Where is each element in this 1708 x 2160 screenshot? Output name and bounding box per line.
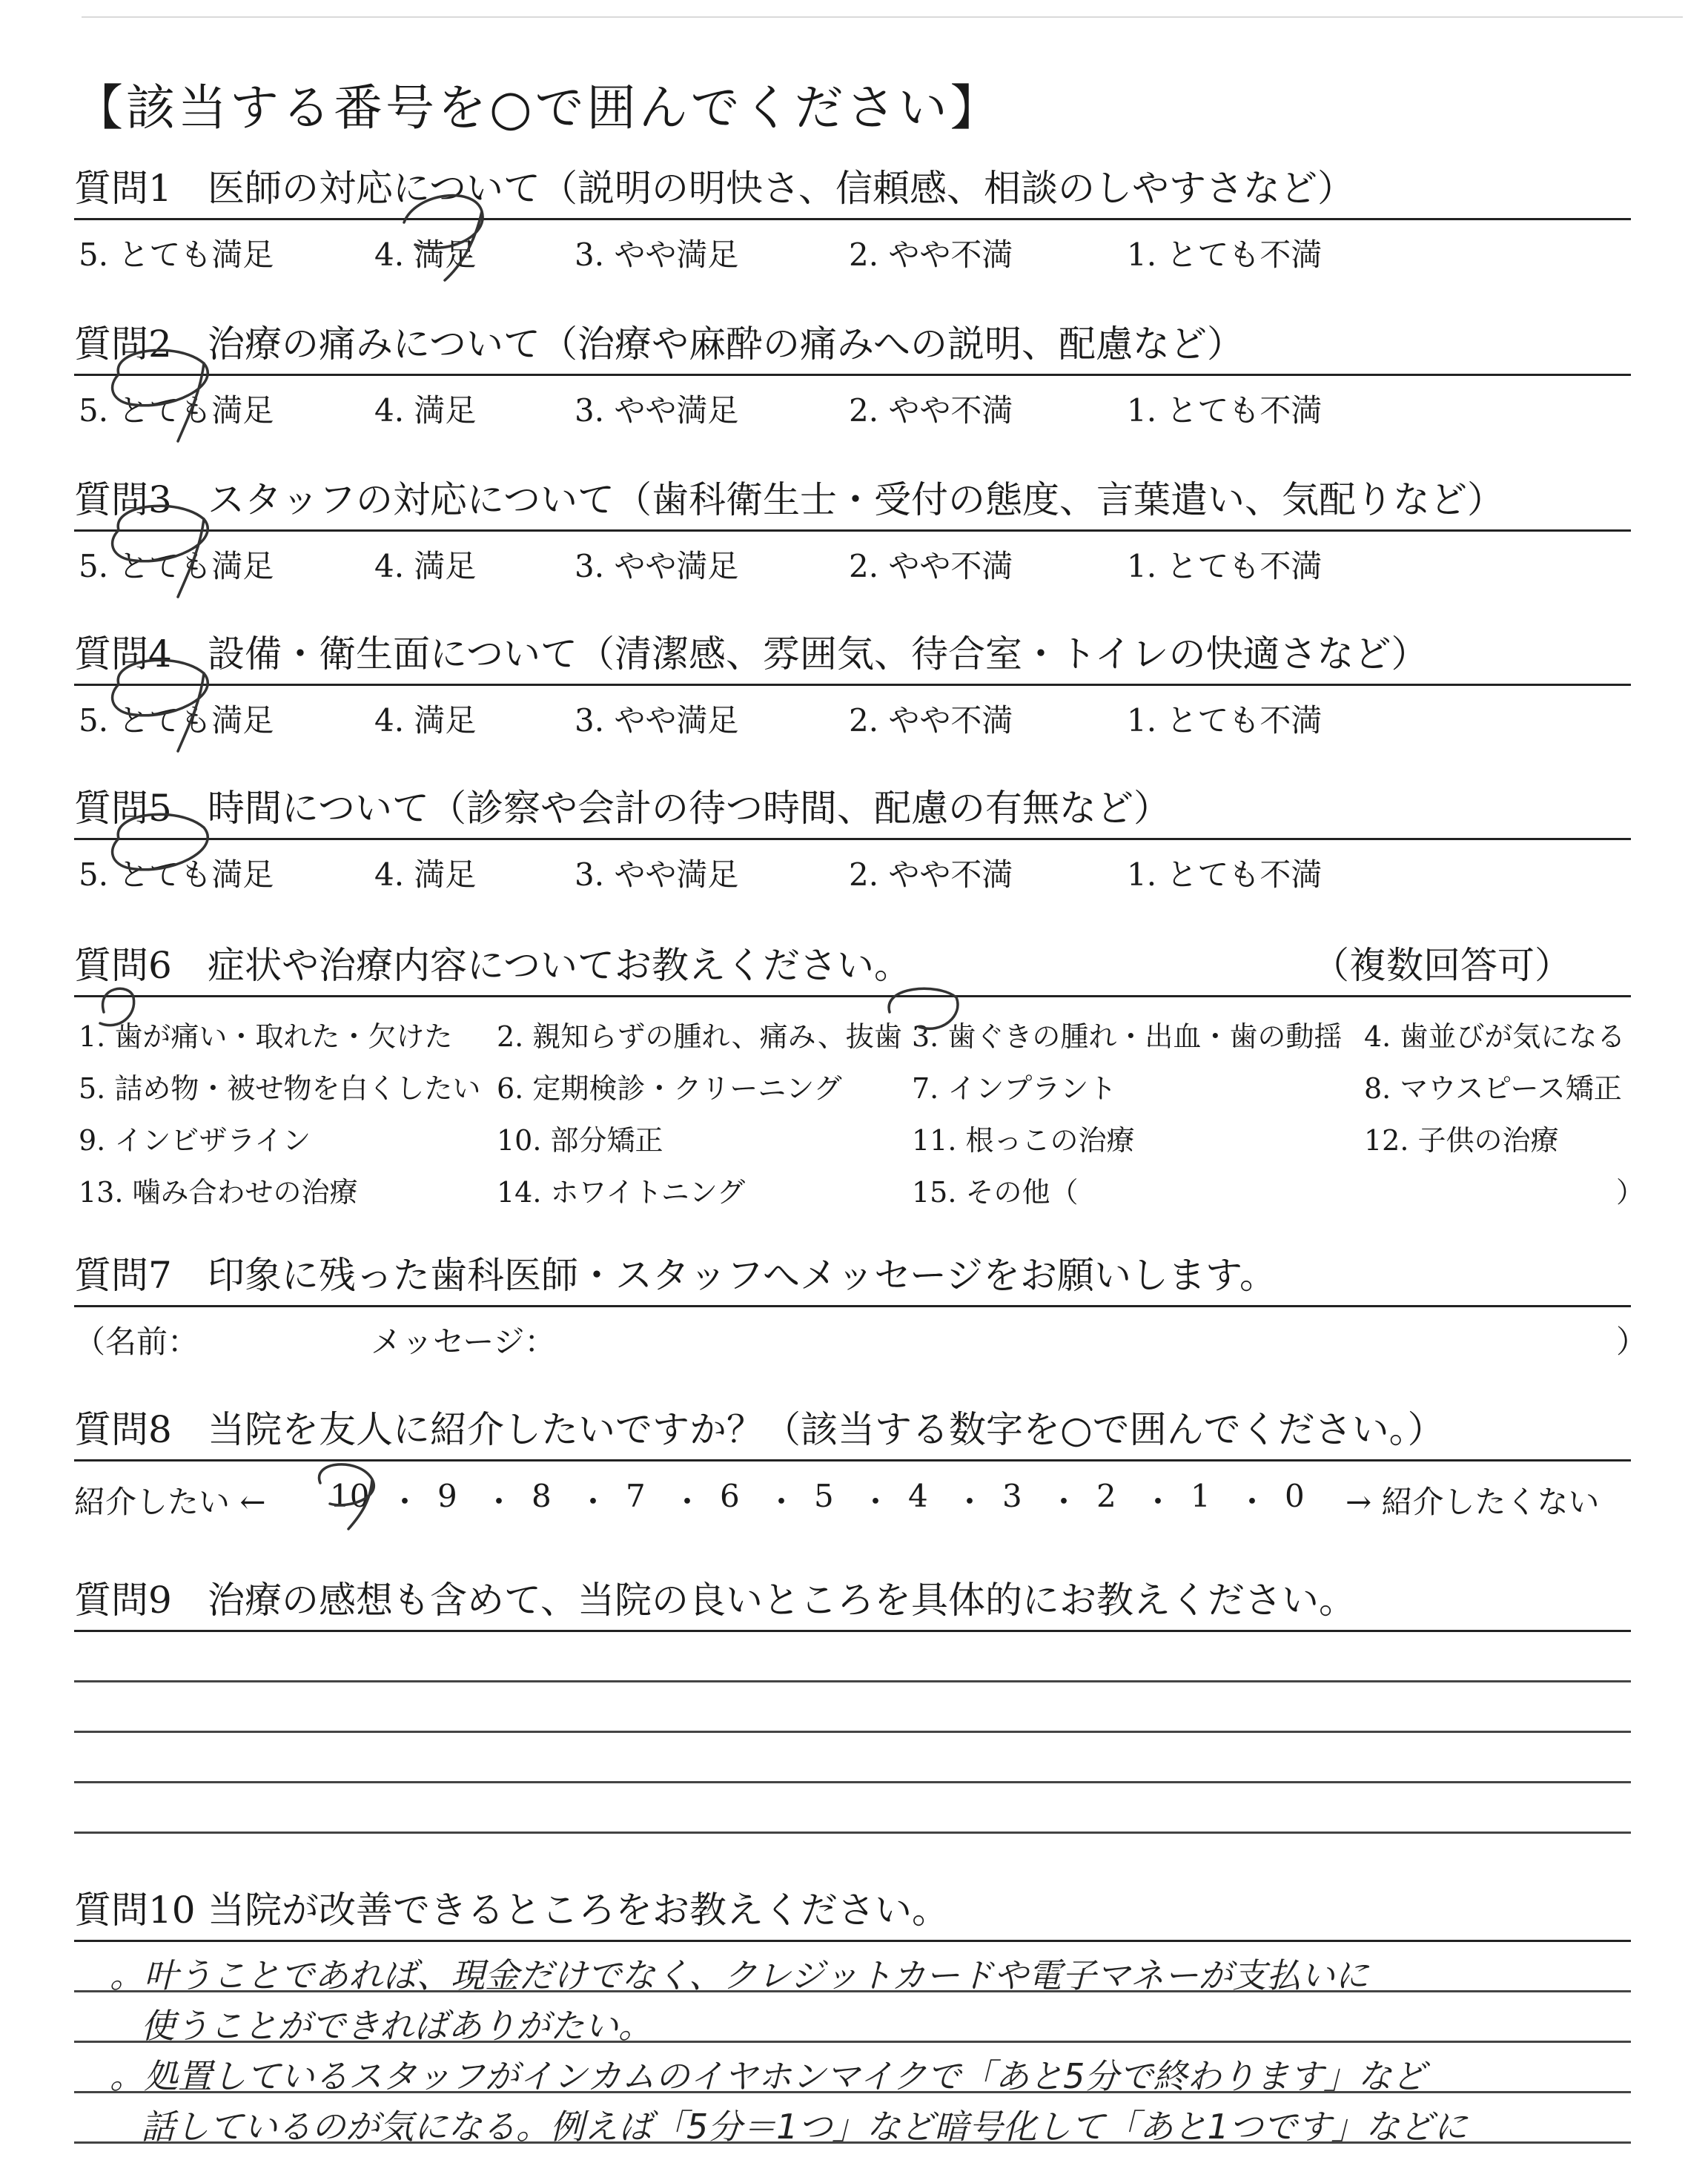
question-label: 質問5 (74, 787, 172, 830)
option-very-dissatisfied[interactable]: 1. とても不満 (1127, 702, 1323, 739)
option-satisfied[interactable]: 4. 満足 (374, 548, 477, 584)
symptom-option-7[interactable]: 7. インプラント (912, 1072, 1117, 1105)
option-very-satisfied[interactable]: 5. とても満足 (79, 548, 274, 584)
rating-options (74, 376, 1631, 428)
question-label: 質問7 (74, 1254, 172, 1297)
scale-4[interactable]: 4 (908, 1478, 928, 1514)
scale-0[interactable]: 0 (1285, 1478, 1305, 1514)
option-somewhat-dissatisfied[interactable]: 2. やや不満 (849, 856, 1013, 893)
symptom-option-4[interactable]: 4. 歯並びが気になる (1364, 1020, 1626, 1053)
question-text: 当院を友人に紹介したいですか？（該当する数字を○で囲んでください。） (208, 1408, 1445, 1451)
scale-dot: ・ (954, 1484, 986, 1520)
handwritten-answer-line-4: 話しているのが気になる。例えば「5分＝1つ」など暗号化して「あと1つです」などに (141, 2107, 1468, 2147)
symptom-option-11[interactable]: 11. 根っこの治療 (912, 1124, 1135, 1157)
question-4-header (74, 632, 1631, 686)
scale-dot: ・ (577, 1484, 609, 1520)
question-text: 症状や治療内容についてお教えください。 (208, 944, 911, 987)
scale-dot: ・ (766, 1484, 798, 1520)
message-row (74, 1307, 1648, 1360)
name-label: （名前： (74, 1324, 199, 1360)
answer-line[interactable] (74, 1781, 1631, 1783)
rating-options (74, 840, 1631, 892)
question-6 (74, 943, 1645, 1212)
option-very-satisfied[interactable]: 5. とても満足 (79, 237, 274, 273)
question-label: 質問10 (74, 1889, 196, 1932)
symptom-option-12[interactable]: 12. 子供の治療 (1364, 1124, 1559, 1157)
recommend-scale (74, 1462, 1631, 1521)
rating-options (74, 220, 1631, 272)
question-label: 質問4 (74, 633, 172, 676)
scale-dot: ・ (1142, 1484, 1174, 1520)
question-text: 医師の対応について（説明の明快さ、信頼感、相談のしやすさなど） (208, 167, 1354, 210)
answer-line[interactable] (74, 1731, 1631, 1733)
symptom-option-5[interactable]: 5. 詰め物・被せ物を白くしたい (79, 1072, 481, 1105)
question-8-header (74, 1407, 1631, 1462)
question-10-header (74, 1888, 1631, 1942)
option-very-satisfied[interactable]: 5. とても満足 (79, 856, 274, 893)
symptom-options-grid (74, 997, 1645, 1212)
message-close-paren: ） (1616, 1324, 1648, 1360)
option-very-dissatisfied[interactable]: 1. とても不満 (1127, 548, 1323, 584)
option-very-dissatisfied[interactable]: 1. とても不満 (1127, 856, 1323, 893)
scale-1[interactable]: 1 (1191, 1478, 1211, 1514)
answer-line[interactable] (74, 1680, 1631, 1682)
scale-5[interactable]: 5 (814, 1478, 834, 1514)
scale-3[interactable]: 3 (1002, 1478, 1022, 1514)
question-text: 設備・衛生面について（清潔感、雰囲気、待合室・トイレの快適さなど） (208, 633, 1429, 676)
page-title: 【該当する番号を○で囲んでください】 (74, 79, 1002, 136)
question-text: 時間について（診察や会計の待つ時間、配慮の有無など） (208, 787, 1171, 830)
question-label: 質問1 (74, 167, 172, 210)
message-label: メッセージ： (371, 1324, 556, 1360)
option-satisfied[interactable]: 4. 満足 (374, 856, 477, 893)
symptom-option-15[interactable]: 15. その他（ (912, 1176, 1079, 1209)
scale-10[interactable]: 10 (330, 1478, 370, 1514)
scale-dot: ・ (1237, 1484, 1268, 1520)
question-2 (74, 322, 1631, 428)
option-satisfied[interactable]: 4. 満足 (374, 702, 477, 739)
option-somewhat-dissatisfied[interactable]: 2. やや不満 (849, 548, 1013, 584)
symptom-option-1[interactable]: 1. 歯が痛い・取れた・欠けた (79, 1020, 453, 1053)
option-somewhat-dissatisfied[interactable]: 2. やや不満 (849, 392, 1013, 429)
question-1-header (74, 166, 1631, 220)
scale-left-label: 紹介したい ← (74, 1484, 266, 1520)
answer-line[interactable] (74, 1832, 1631, 1834)
symptom-option-13[interactable]: 13. 噛み合わせの治療 (79, 1176, 358, 1209)
question-9-header (74, 1578, 1631, 1632)
option-satisfied[interactable]: 4. 満足 (374, 392, 477, 429)
question-label: 質問2 (74, 323, 172, 366)
question-6-header (74, 943, 1631, 997)
question-label: 質問8 (74, 1408, 172, 1451)
question-label: 質問3 (74, 478, 172, 521)
rating-options (74, 686, 1631, 738)
symptom-option-2[interactable]: 2. 親知らずの腫れ、痛み、抜歯 (497, 1020, 902, 1053)
option-somewhat-satisfied[interactable]: 3. やや満足 (575, 548, 739, 584)
handwritten-answer-line-1: 。叶うことであれば、現金だけでなく、クレジットカードや電子マネーが支払いに (110, 1955, 1369, 1995)
scale-6[interactable]: 6 (720, 1478, 740, 1514)
option-somewhat-satisfied[interactable]: 3. やや満足 (575, 856, 739, 893)
question-7-header (74, 1253, 1631, 1307)
scale-2[interactable]: 2 (1096, 1478, 1116, 1514)
question-3-header (74, 478, 1631, 532)
handwritten-answer-line-3: 。処置しているスタッフがインカムのイヤホンマイクで「あと5分で終わります」など (110, 2056, 1426, 2096)
scale-dot: ・ (860, 1484, 892, 1520)
scale-dot: ・ (1048, 1484, 1080, 1520)
question-5 (74, 786, 1631, 892)
question-2-header (74, 322, 1631, 376)
top-edge-line (82, 16, 1683, 18)
option-satisfied[interactable]: 4. 満足 (374, 237, 477, 273)
symptom-option-10[interactable]: 10. 部分矯正 (497, 1124, 663, 1157)
question-4 (74, 632, 1631, 738)
option-very-satisfied[interactable]: 5. とても満足 (79, 392, 274, 429)
other-close-paren: ） (1616, 1176, 1645, 1209)
question-label: 質問6 (74, 944, 172, 987)
option-somewhat-satisfied[interactable]: 3. やや満足 (575, 392, 739, 429)
question-label: 質問9 (74, 1579, 172, 1622)
question-8 (74, 1407, 1631, 1521)
option-somewhat-dissatisfied[interactable]: 2. やや不満 (849, 702, 1013, 739)
scale-8[interactable]: 8 (532, 1478, 552, 1514)
option-somewhat-satisfied[interactable]: 3. やや満足 (575, 237, 739, 273)
symptom-option-14[interactable]: 14. ホワイトニング (497, 1176, 746, 1209)
symptom-option-3[interactable]: 3. 歯ぐきの腫れ・出血・歯の動揺 (912, 1020, 1343, 1053)
question-3 (74, 478, 1631, 584)
scale-9[interactable]: 9 (437, 1478, 457, 1514)
question-7 (74, 1253, 1648, 1360)
symptom-option-6[interactable]: 6. 定期検診・クリーニング (497, 1072, 842, 1105)
multiple-answers-note: （複数回答可） (1312, 944, 1572, 987)
question-5-header (74, 786, 1631, 840)
question-text: スタッフの対応について（歯科衛生士・受付の態度、言葉遣い、気配りなど） (208, 478, 1504, 521)
scale-dot: ・ (389, 1484, 421, 1520)
scale-right-label: → 紹介したくない (1345, 1484, 1600, 1520)
question-text: 治療の痛みについて（治療や麻酔の痛みへの説明、配慮など） (208, 323, 1244, 366)
question-text: 当院が改善できるところをお教えください。 (208, 1889, 949, 1932)
scale-dot: ・ (483, 1484, 515, 1520)
message-field[interactable] (578, 1318, 1601, 1350)
question-9 (74, 1578, 1631, 1632)
rating-options (74, 532, 1631, 584)
option-somewhat-satisfied[interactable]: 3. やや満足 (575, 702, 739, 739)
symptom-option-9[interactable]: 9. インビザライン (79, 1124, 311, 1157)
question-text: 治療の感想も含めて、当院の良いところを具体的にお教えください。 (208, 1579, 1356, 1622)
option-very-satisfied[interactable]: 5. とても満足 (79, 702, 274, 739)
question-10 (74, 1888, 1631, 1942)
option-very-dissatisfied[interactable]: 1. とても不満 (1127, 392, 1323, 429)
option-somewhat-dissatisfied[interactable]: 2. やや不満 (849, 237, 1013, 273)
symptom-option-8[interactable]: 8. マウスピース矯正 (1364, 1072, 1622, 1105)
option-very-dissatisfied[interactable]: 1. とても不満 (1127, 237, 1323, 273)
handwritten-answer-line-2: 使うことができればありがたい。 (141, 2006, 652, 2046)
scale-dot: ・ (672, 1484, 704, 1520)
scale-7[interactable]: 7 (626, 1478, 646, 1514)
question-1 (74, 166, 1631, 272)
question-text: 印象に残った歯科医師・スタッフへメッセージをお願いします。 (208, 1254, 1277, 1297)
